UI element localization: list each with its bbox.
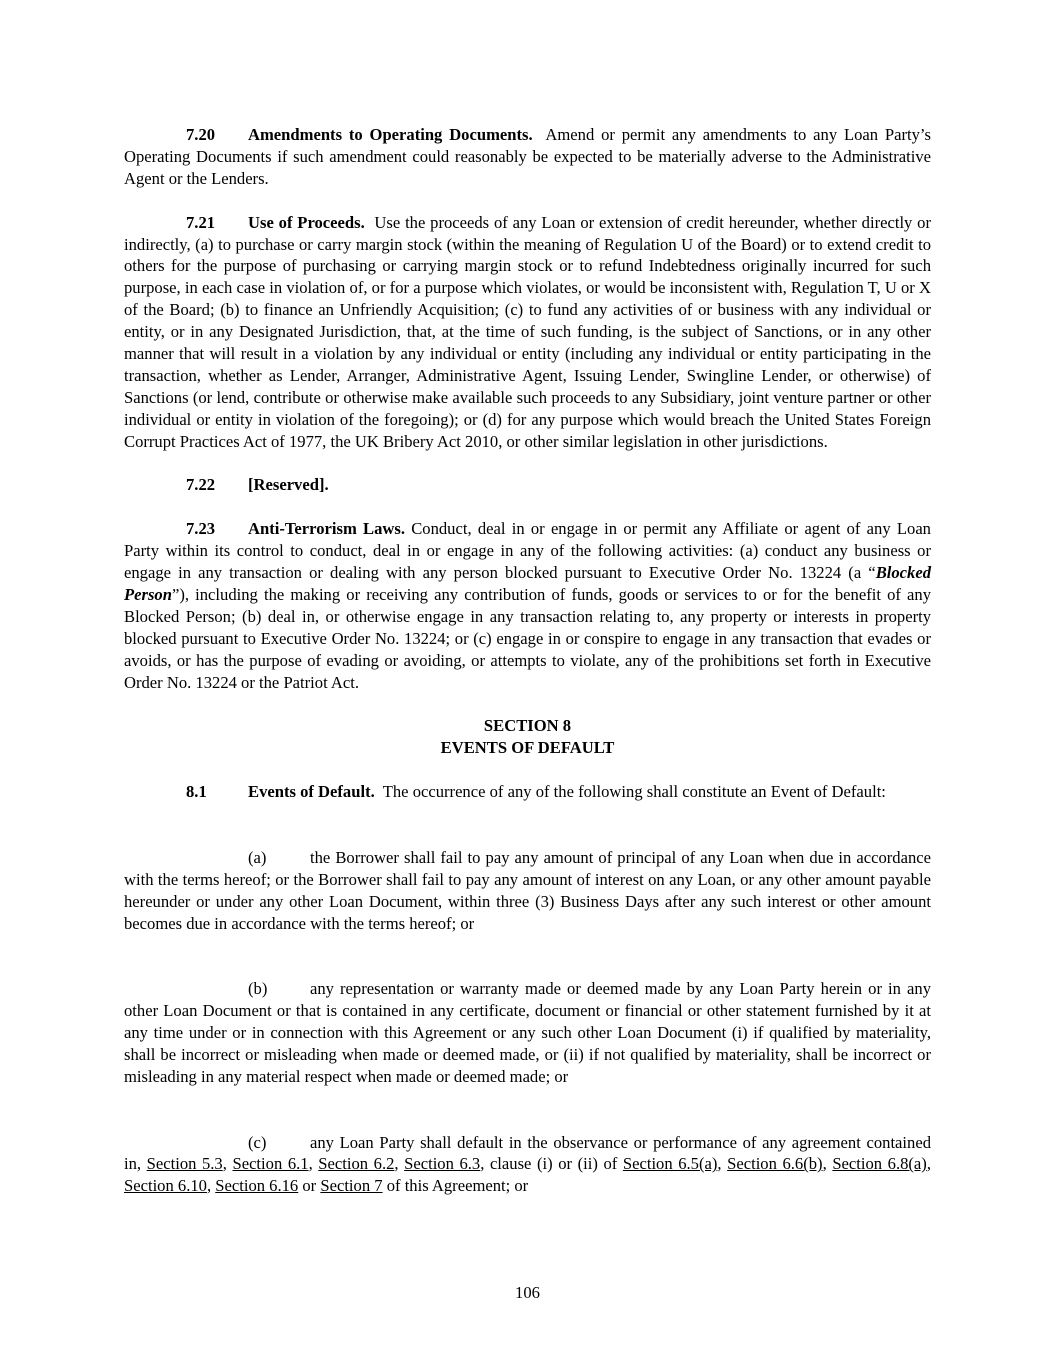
cross-reference[interactable]: Section 6.16 <box>215 1176 299 1196</box>
cross-reference[interactable]: Section 6.6(b) <box>727 1154 823 1174</box>
clause-text: , <box>717 1154 728 1174</box>
clause-label: (b) <box>248 979 268 999</box>
section-body: The occurrence of any of the following shall constitute an Event of Default: <box>382 782 886 802</box>
section-7-20 <box>124 124 931 190</box>
clause-text: any Loan Party shall default in the observance or performance of any agreement contained in, <box>124 1132 931 1174</box>
clause-label: (a) <box>248 847 267 867</box>
section-number: 8.1 <box>186 782 207 802</box>
section-8-1 <box>124 781 931 803</box>
section-number: 7.20 <box>186 125 216 144</box>
clause-text: , <box>822 1154 833 1174</box>
clause-b <box>124 978 931 1088</box>
document-page <box>124 124 931 1197</box>
cross-reference[interactable]: Section 7 <box>320 1176 383 1196</box>
page-number: 106 <box>515 1283 540 1302</box>
clause-text: of this Agreement; or <box>382 1176 529 1196</box>
cross-reference[interactable]: Section 6.2 <box>318 1154 395 1174</box>
section-body: Use the proceeds of any Loan or extension of credit hereunder, whether directly or indirectly, (a) to purchase or carry margin stock (within the meaning of Regulation U of the Board) or to extend credit to others for the purpose of purchasing or carrying margin stock or to refund Indebtedness originally incurred for such purpose, in each case in violation of, or for a purpose which violates, or would be inconsistent with, Regulation T, U or X of the Board; (b) to finance an Unfriendly Acquisition; (c) to fund any activities of or business with any individual or entity, or in any Designated Jurisdiction, that, at the time of such funding, is the subject of Sanctions, or in any other manner that will result in a violation by any individual or entity (including any individual or entity participating in the transaction, whether as Lender, Arranger, Administrative Agent, Issuing Lender, Swingline Lender, or otherwise) of Sanctions (or lend, contribute or otherwise make available such proceeds to any Subsidiary, joint venture partner or other individual or entity in violation of the foregoing); or (d) for any purpose which would breach the United States Foreign Corrupt Practices Act of 1977, the UK Bribery Act 2010, or other similar legislation in other jurisdictions. <box>124 212 932 451</box>
clause-body: any representation or warranty made or deemed made by any Loan Party herein or in any other Loan Document or that is contained in any certificate, document or financial or other statement furnished by it at any time under or in connection with this Agreement or any such other Loan Document (i) if qualified by materiality, shall be incorrect or misleading when made or deemed made, or (ii) if not qualified by materiality, shall be incorrect or misleading in any material respect when made or deemed made; or <box>124 979 931 1086</box>
section-title: Events of Default. <box>248 782 375 802</box>
section-title: Amendments to Operating Documents. <box>248 125 533 144</box>
section-8-heading-number: SECTION 8 <box>483 716 572 736</box>
section-title: Anti-Terrorism Laws. <box>248 519 405 539</box>
clause-text: , <box>206 1176 216 1196</box>
clause-text: , <box>308 1154 319 1174</box>
section-7-23 <box>124 518 931 693</box>
section-body-end: ”), including the making or receiving any contribution of funds, goods or services to or for the benefit of any Blocked Person; (b) deal in, or otherwise engage in any transaction relating to, any property or interests in property blocked pursuant to Executive Order No. 13224; or (c) engage in or conspire to engage in any transaction that evades or avoids, or has the purpose of evading or avoiding, or attempts to violate, any of the prohibitions set forth in Executive Order No. 13224 or the Patriot Act. <box>124 584 931 692</box>
section-number: 7.21 <box>186 212 216 232</box>
clause-text: , <box>222 1154 233 1174</box>
clause-text: , <box>926 1154 931 1174</box>
cross-reference[interactable]: Section 6.3 <box>404 1154 481 1174</box>
clause-label: (c) <box>248 1132 267 1152</box>
cross-reference[interactable]: Section 5.3 <box>146 1154 223 1174</box>
clause-text: , clause (i) or (ii) of <box>480 1154 623 1174</box>
section-body: Amend or permit any amendments to any Loan Party’s Operating Documents if such amendment could reasonably be expected to be materially adverse to the Administrative Agent or the Lenders. <box>124 125 931 188</box>
section-body-start: Conduct, deal in or engage in or permit any Affiliate or agent of any Loan Party within its control to conduct, deal in or engage in any of the following activities: (a) conduct any business or engage in any transaction or dealing with any person blocked pursuant to Executive Order No. 13224 (a “ <box>124 519 931 583</box>
clause-c <box>124 1132 931 1198</box>
section-number: 7.23 <box>186 519 216 539</box>
cross-reference[interactable]: Section 6.8(a) <box>832 1154 927 1174</box>
section-7-21 <box>124 212 931 453</box>
defined-term: Blocked Person <box>124 563 931 604</box>
clause-text: or <box>298 1176 321 1196</box>
clause-body: the Borrower shall fail to pay any amount of principal of any Loan when due in accordance with the terms hereof; or the Borrower shall fail to pay any amount of interest on any Loan, or any other amount payable hereunder or under any other Loan Document, within three (3) Business Days after any such interest or other amount becomes due in accordance with the terms hereof; or <box>124 847 931 933</box>
section-8-heading-title: EVENTS OF DEFAULT <box>440 738 615 758</box>
cross-reference[interactable]: Section 6.1 <box>232 1154 309 1174</box>
clause-text: , <box>394 1154 405 1174</box>
section-title: [Reserved]. <box>248 475 329 495</box>
clause-a <box>124 847 931 935</box>
section-title: Use of Proceeds. <box>248 212 365 232</box>
section-number: 7.22 <box>186 475 216 495</box>
section-7-22 <box>124 474 931 496</box>
cross-reference[interactable]: Section 6.5(a) <box>622 1154 718 1174</box>
cross-reference[interactable]: Section 6.10 <box>124 1176 207 1196</box>
